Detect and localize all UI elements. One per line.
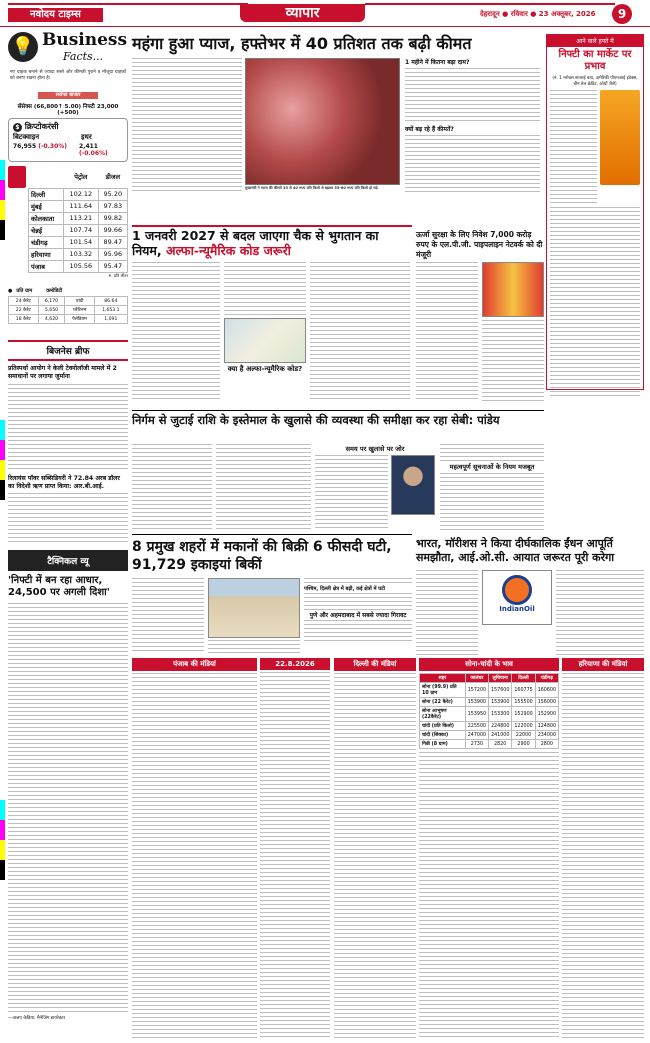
crypto-title: क्रिप्टोकरंसी	[24, 122, 59, 131]
bullion-header-row: शहर जालंधर लुधियाना दिल्ली चंडीगढ़	[420, 674, 559, 683]
lead-body	[132, 58, 242, 193]
idea-icon: 💡	[8, 32, 38, 62]
technical-view-headline: 'निफ्टी में बन रहा आधार, 24,500 पर अगली दिशा'	[8, 575, 110, 598]
page-number: 9	[612, 4, 632, 24]
bitcoin-icon: $	[13, 123, 22, 132]
fuel-note: रु. प्रति लीटर	[108, 272, 128, 278]
crypto-box	[8, 118, 128, 162]
metal-row: 22 कैरेट 5,650 प्लैटिनम 1,653.1	[9, 306, 128, 315]
sebi-box-1: समय पर खुलासे पर जोर	[315, 444, 435, 530]
fuel-row: चंडीगढ़ 101.54 89.47	[29, 236, 128, 248]
bullion-row: चांदी (सिक्का) 247000 241000 22000 234000	[420, 731, 559, 740]
bullion-row: चांदी (प्रति किलो) 225500 224800 122000 124800	[420, 722, 559, 731]
sebi-body-1	[132, 444, 212, 530]
onion-caption: मुख्यमंत्री ने प्याज की कीमतें 35 से 40 रुपए प्रति किलो से बढ़कर 55-60 रुपए प्रति किलो हो गई।	[245, 186, 379, 190]
bullion-row: सोना (99.9) प्रति 10 ग्राम 157200 157600 160775 160600	[420, 683, 559, 698]
ether-value: 2,411	[79, 143, 98, 150]
mauritius-body-2	[556, 570, 644, 655]
mauritius-headline: भारत, मॉरीशस ने किया दीर्घकालिक ईंधन आपूर्ति समझौता, आई.ओ.सी. आयात जरूरत पूरी करेगा	[416, 537, 615, 564]
technical-view-body	[8, 603, 128, 1013]
commodity-label: कमोडिटी	[46, 288, 63, 294]
inset-headline: निफ्टी का मार्केट पर प्रभाव	[558, 49, 632, 72]
bullion-row: सोना आभूषण (22कैरेट) 153950 153300 152900 152900	[420, 707, 559, 722]
ether-change: (-0.06%)	[79, 150, 108, 157]
fuel-pump-icon	[8, 166, 26, 188]
cmyk-bar	[0, 420, 5, 500]
sensex-values: सेंसेक्स (66,800↑ 5.00) निफ्टी 23,000 (+500)	[17, 104, 119, 116]
technical-view	[8, 550, 128, 1030]
metal-row: 24 कैरेट 6,170 चांदी 86.64	[9, 297, 128, 306]
fuel-table	[8, 166, 128, 279]
cheque-subhead: क्या है अल्फा-न्यूमैरिक कोड?	[227, 365, 303, 373]
indianoil-logo: IndianOil	[482, 570, 552, 625]
housing-body-2	[208, 640, 300, 655]
cheque-photo	[224, 318, 306, 363]
bullion-box: सोना-चांदी के भाव शहर जालंधर लुधियाना दिल्ली चंडीगढ़ सोना (99.9) प्रति 10 ग्राम 157200 157600 160775 160600 सोना (22 कैरेट) 153900 153900 155500 156000 सोना आभूषण (22कैरेट) 153950 153300 152900 152900 चांदी (प्रति किलो) 225500 224800 122000 124800 चांदी (सिक्का) 247000 241000 22000 234000 गिन्नी (8 ग्राम) 2730 2820 2900 2800	[419, 658, 559, 1038]
inset-kicker: आने वाले हफ्ते में	[547, 35, 643, 47]
brief-headline-1: प्रतिस्पर्धा आयोग ने केली टेक्नोलॉजी मामले में 2 समाधानों पर लगाया जुर्माना	[8, 365, 117, 380]
technical-view-label: टैक्निकल व्यू	[8, 550, 128, 571]
housing-headline: 8 प्रमुख शहरों में मकानों की बिक्री 6 फीसदी घटी, 91,729 इकाइयां बिकीं	[132, 539, 392, 573]
mauritius-body-1	[416, 570, 478, 655]
inset-box	[546, 34, 644, 390]
dateline: देहरादून ● रविवार ● 23 अक्तूबर, 2026	[480, 10, 596, 18]
housing-col: पश्चिम, दिल्ली क्षेत्र में बढ़ी, कई क्षेत्रों में घटी पुणे और अहमदाबाद में सबसे ज्यादा गिरावट	[304, 578, 412, 653]
cheque-body-1	[132, 262, 220, 402]
housing-body-1	[132, 578, 204, 653]
sensex-label: सर्राफा बाजार	[38, 92, 98, 99]
inset-photo	[600, 90, 640, 185]
bitcoin-value: 76,955	[13, 143, 37, 150]
fuel-row: चेन्नई 107.74 99.66	[29, 224, 128, 236]
facts-title: Business	[42, 30, 128, 50]
lead-headline: महंगा हुआ प्याज, हफ्तेभर में 40 प्रतिशत तक बढ़ी कीमत	[132, 34, 472, 53]
lead-sidebar: 1 महीने में कितना बढ़ा दाम? क्यों बढ़ रहे हैं कीमतें?	[405, 58, 540, 193]
cheque-body-3	[310, 262, 410, 402]
lpg-body-1	[416, 262, 478, 402]
fuel-row: मुंबई 111.64 97.83	[29, 200, 128, 212]
delhi-mandis: दिल्ली की मंडियां	[334, 658, 416, 1038]
cmyk-bar	[0, 800, 5, 880]
lpg-body-2	[482, 320, 544, 402]
business-facts	[8, 30, 128, 92]
petrol-header: पेट्रोल	[74, 173, 88, 182]
lpg-photo	[482, 262, 544, 317]
indianoil-icon	[502, 575, 532, 605]
paper-logo: नवोदय टाइम्स	[8, 8, 103, 22]
haryana-mandis: हरियाणा की मंडियां	[562, 658, 644, 1038]
bullion-row: गिन्नी (8 ग्राम) 2730 2820 2900 2800	[420, 740, 559, 749]
cheque-body-2	[224, 262, 306, 317]
brief-body-2	[8, 493, 128, 545]
pandey-photo	[391, 455, 435, 515]
gold-icon: ●	[8, 288, 13, 294]
fuel-row: दिल्ली 102.12 95.20	[29, 188, 128, 200]
sebi-box-2: महत्वपूर्ण सूचनाओं के नियम मजबूत	[440, 444, 544, 530]
diesel-header: डीजल	[105, 173, 120, 182]
facts-subtitle: Facts...	[63, 50, 104, 63]
bitcoin-label: बिटक्वाइन	[13, 133, 40, 141]
technical-view-byline: —अजय केडिया, मैनेजिंग डायरेक्टर	[8, 1016, 66, 1021]
fuel-row: कोलकाता 113.21 99.82	[29, 212, 128, 224]
inset-sub: (नं. 1 ग्लोबल सप्लाई बाय, अमेरिकी पीएमआई इंडेक्स, चीन तेल क्रेडिट, ऑर्थो जैसे)	[552, 76, 638, 87]
sebi-headline: निर्गम से जुटाई राशि के इस्तेमाल के खुलासे की व्यवस्था की समीक्षा कर रहा सेबी: पांडेय	[132, 413, 500, 427]
cmyk-bar	[0, 160, 5, 240]
lpg-headline: ऊर्जा सुरक्षा के लिए निवेश 7,000 करोड़ रुपए के एल.पी.जी. पाइपलाइन नेटवर्क को दी मंजूरी	[416, 230, 543, 259]
brief-headline-2: रिलायंस पॉवर सब्सिडियरी ने 72.84 अरब डॉलर का विदेशी ऋण प्राप्त किया: आर.बी.आई.	[8, 475, 120, 490]
brief-body-1	[8, 384, 128, 472]
gold-label: प्रति ग्राम	[16, 288, 33, 294]
sebi-body-2	[216, 444, 311, 530]
sensex-box	[8, 92, 128, 114]
fuel-row: पंजाब 105.56 95.47	[29, 260, 128, 272]
metal-row: 18 कैरेट 4,620 पैलेडियम 1,091	[9, 315, 128, 324]
metals-table	[8, 288, 128, 324]
housing-photo	[208, 578, 300, 638]
facts-text: नए ग्राहक बनाने से ज्यादा सस्ते और कीमती पुराने व मौजूदा ग्राहकों को बनाए रखना होता है।	[10, 70, 126, 81]
business-brief	[8, 340, 128, 550]
ether-label: इथर	[81, 133, 92, 141]
masthead	[0, 0, 650, 28]
fuel-row: हरियाणा 103.32 95.96	[29, 248, 128, 260]
mandi-date: 22.8.2026	[260, 658, 330, 1038]
cheque-headline: 1 जनवरी 2027 से बदल जाएगा चैक से भुगतान का नियम, अल्फा-न्यूमैरिक कोड जरूरी	[132, 228, 379, 258]
bullion-row: सोना (22 कैरेट) 153900 153900 155500 156000	[420, 698, 559, 707]
punjab-mandis: पंजाब की मंडियां	[132, 658, 257, 1038]
bitcoin-change: (-0.30%)	[38, 143, 68, 150]
section-label: व्यापार	[240, 4, 365, 22]
brief-title: बिजनेस ब्रीफ	[8, 340, 128, 361]
onion-photo	[245, 58, 400, 185]
